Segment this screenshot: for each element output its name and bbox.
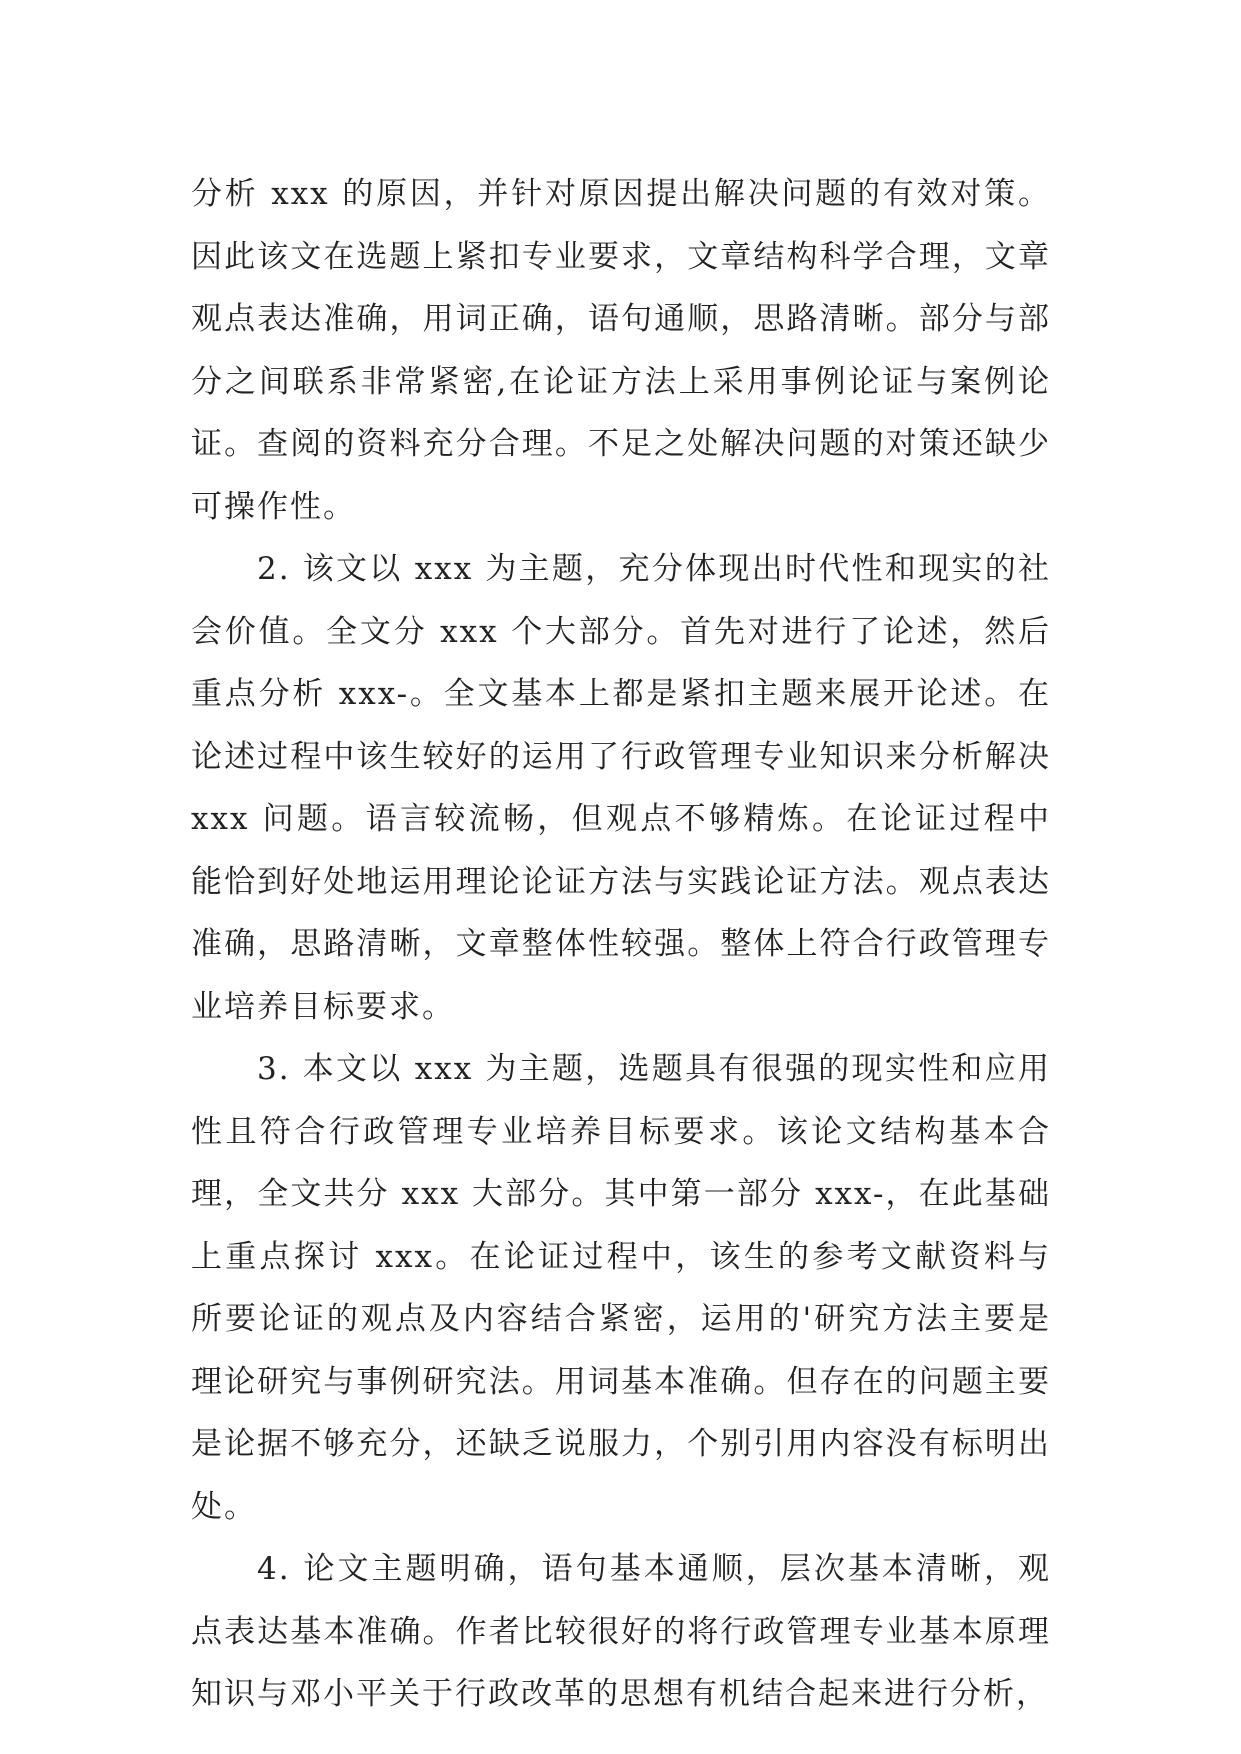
paragraph-item-3: 3. 本文以 xxx 为主题，选题具有很强的现实性和应用性且符合行政管理专业培养目标要求。该论文结构基本合理，全文共分 xxx 大部分。其中第一部分 xxx-，在此基础上重点探讨 xxx。在论证过程中，该生的参考文献资料与所要论证的观点及内容结合紧密，运用的'研究方法主要是理论研究与事例研究法。用词基本准确。但存在的问题主要是论据不够充分，还缺乏说服力，个别引用内容没有标明出处。	[191, 1051, 1051, 1525]
document-body	[191, 163, 1051, 1726]
paragraph-item-4: 4. 论文主题明确，语句基本通顺，层次基本清晰，观点表达基本准确。作者比较很好的将行政管理专业基本原理知识与邓小平关于行政改革的思想有机结合起来进行分析，	[191, 1551, 1051, 1712]
paragraph-continuation: 分析 xxx 的原因，并针对原因提出解决问题的有效对策。因此该文在选题上紧扣专业要求，文章结构科学合理，文章观点表达准确，用词正确，语句通顺，思路清晰。部分与部分之间联系非常紧密,在论证方法上采用事例论证与案例论证。查阅的资料充分合理。不足之处解决问题的对策还缺少可操作性。	[191, 176, 1051, 525]
paragraph-item-2: 2. 该文以 xxx 为主题，充分体现出时代性和现实的社会价值。全文分 xxx 个大部分。首先对进行了论述，然后重点分析 xxx-。全文基本上都是紧扣主题来展开论述。在论述过程中该生较好的运用了行政管理专业知识来分析解决 xxx 问题。语言较流畅，但观点不够精炼。在论证过程中能恰到好处地运用理论论证方法与实践论证方法。观点表达准确，思路清晰，文章整体性较强。整体上符合行政管理专业培养目标要求。	[191, 551, 1051, 1025]
